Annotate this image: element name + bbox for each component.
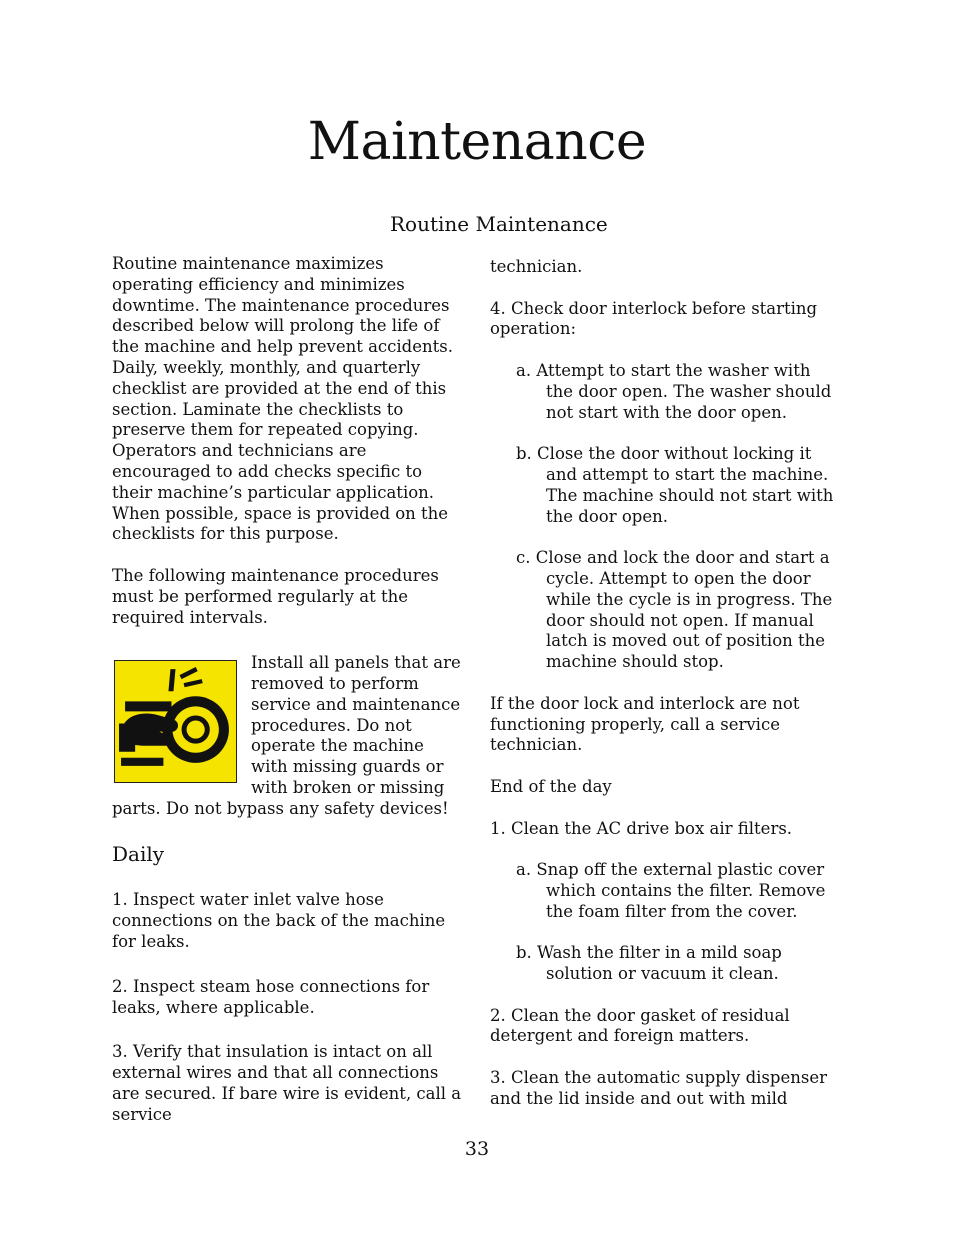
daily-item-3: 3. Verify that insulation is intact on all external wires and that all connections are secured. If bare wire is evident, call a service — [112, 1042, 462, 1124]
daily-item-4c: c. Close and lock the door and start a cycle. Attempt to open the door while the cycle is in progress. The door should not open. If manual latch is moved out of position the machine should stop. — [516, 548, 833, 672]
end-item-3: 3. Clean the automatic supply dispenser and the lid inside and out with mild — [490, 1068, 827, 1108]
left-column — [112, 254, 464, 1125]
hand-pinch-warning-icon — [114, 660, 237, 783]
checklist-paragraph: Daily, weekly, monthly, and quarterly checklist are provided at the end of this section. Laminate the checklists to preserve them for repeated copying. Operators and technicians are encouraged to add checks specific to their machine’s particular application. When possible, space is provided on the checklists for this purpose. — [112, 357, 449, 544]
daily-heading: Daily — [112, 841, 165, 866]
safety-warning — [112, 653, 464, 819]
end-item-2: 2. Clean the door gasket of residual detergent and foreign matters. — [490, 1005, 790, 1046]
procedures-paragraph: The following maintenance procedures must be performed regularly at the required intervals. — [112, 565, 439, 627]
daily-item-2: 2. Inspect steam hose connections for leaks, where applicable. — [112, 976, 430, 1017]
end-of-day-heading: End of the day — [490, 776, 612, 796]
end-item-1: 1. Clean the AC drive box air filters. — [490, 818, 793, 838]
page-number: 33 — [464, 1138, 490, 1160]
intro-paragraph: Routine maintenance maximizes operating efficiency and minimizes downtime. The maintenance procedures described below will prolong the life of the machine and help prevent accidents. — [112, 254, 453, 357]
right-column — [490, 257, 842, 1110]
daily-item-1: 1. Inspect water inlet valve hose connections on the back of the machine for leaks. — [112, 890, 446, 951]
page-title: Maintenance — [307, 112, 647, 172]
daily-item-4b: b. Close the door without locking it and attempt to start the machine. The machine should not start with the door open. — [516, 444, 834, 526]
warning-text: Install all panels that are removed to perform service and maintenance procedures. Do not operate the machine with missing guards or with broken or missing parts. Do not bypass any safety devices! — [112, 653, 461, 818]
end-item-1b: b. Wash the filter in a mild soap solution or vacuum it clean. — [516, 943, 782, 984]
daily-item-3-continued: technician. — [490, 257, 583, 276]
daily-item-4: 4. Check door interlock before starting operation: — [490, 298, 818, 339]
interlock-note: If the door lock and interlock are not functioning properly, call a service technician. — [490, 693, 800, 755]
daily-item-4a: a. Attempt to start the washer with the door open. The washer should not start with the door open. — [516, 360, 832, 422]
section-title: Routine Maintenance — [390, 212, 608, 236]
end-item-1a: a. Snap off the external plastic cover which contains the filter. Remove the foam filter from the cover. — [516, 860, 826, 921]
